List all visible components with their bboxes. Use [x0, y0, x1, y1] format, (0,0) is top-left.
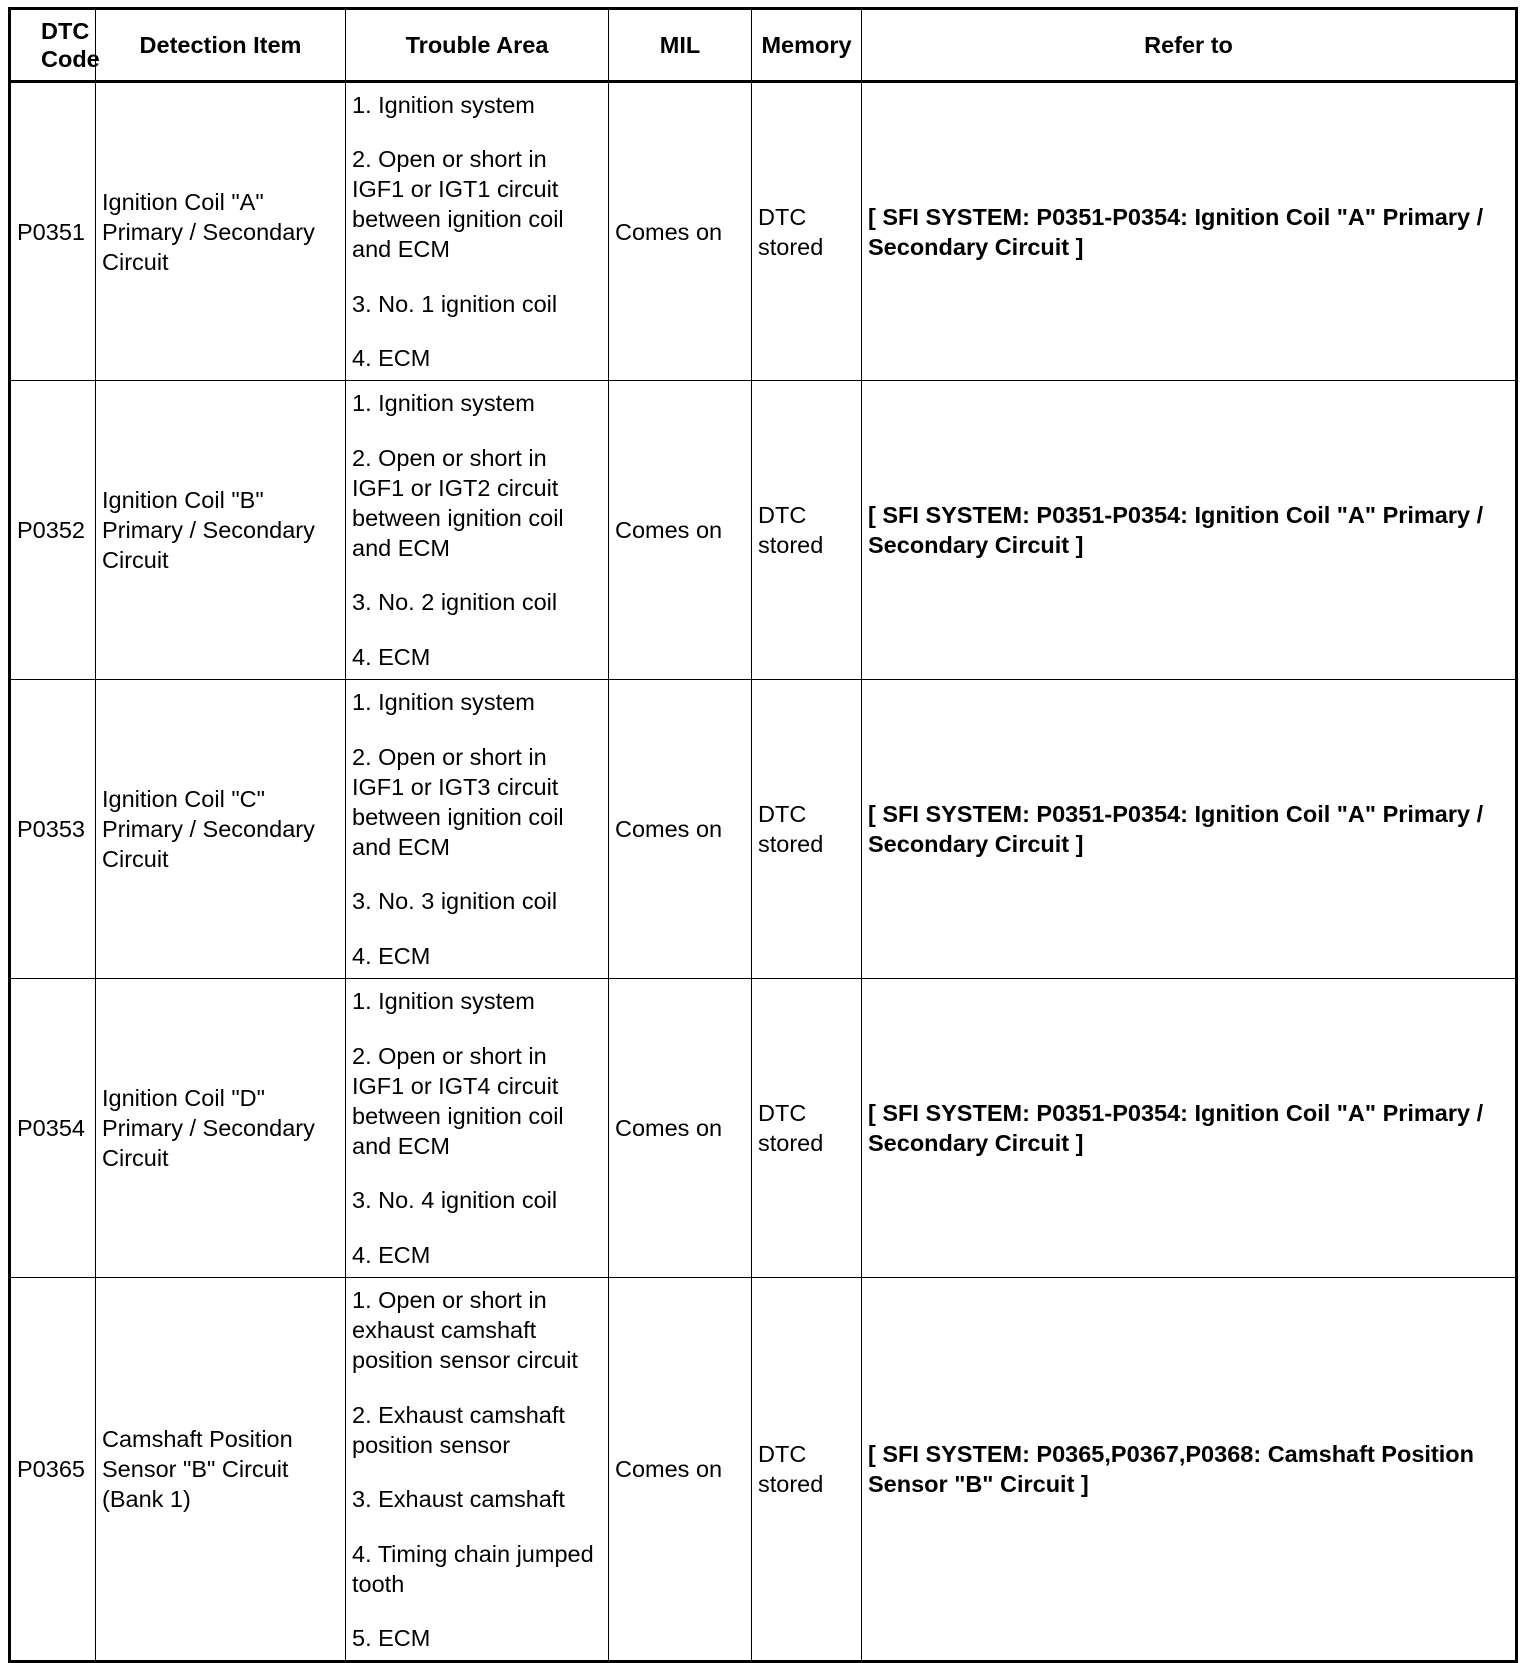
mil-cell: Comes on: [609, 381, 752, 680]
trouble-area-cell: [346, 1278, 609, 1662]
memory-cell: DTC stored: [752, 979, 862, 1278]
detection-item-cell: Ignition Coil "B" Primary / Secondary Circuit: [96, 381, 346, 680]
refer-to-link[interactable]: [ SFI SYSTEM: P0351-P0354: Ignition Coil "A" Primary / Secondary Circuit ]: [862, 680, 1517, 979]
table-body: [10, 82, 1517, 1662]
refer-to-link[interactable]: [ SFI SYSTEM: P0365,P0367,P0368: Camshaft Position Sensor "B" Circuit ]: [862, 1278, 1517, 1662]
table-header: [10, 9, 1517, 82]
detection-item-cell: Ignition Coil "C" Primary / Secondary Circuit: [96, 680, 346, 979]
trouble-area-list: [352, 388, 602, 672]
trouble-area-item: 4. Timing chain jumped tooth: [352, 1540, 594, 1597]
trouble-area-cell: [346, 979, 609, 1278]
header-memory: Memory: [752, 9, 862, 82]
trouble-area-item: 4. ECM: [352, 643, 431, 670]
trouble-area-item: 3. Exhaust camshaft: [352, 1486, 565, 1512]
trouble-area-item: 1. Open or short in exhaust camshaft position sensor circuit: [352, 1287, 578, 1373]
mil-cell: Comes on: [609, 680, 752, 979]
detection-item-cell: Camshaft Position Sensor "B" Circuit (Bank 1): [96, 1278, 346, 1662]
header-mil: MIL: [609, 9, 752, 82]
trouble-area-cell: [346, 82, 609, 381]
trouble-area-item: 1. Ignition system: [352, 689, 535, 716]
trouble-area-item: 2. Open or short in IGF1 or IGT2 circuit between ignition coil and ECM: [352, 444, 564, 561]
trouble-area-item: 4. ECM: [352, 1241, 431, 1268]
dtc-code-cell: P0353: [10, 680, 96, 979]
trouble-area-item: 2. Open or short in IGF1 or IGT3 circuit between ignition coil and ECM: [352, 743, 564, 860]
trouble-area-list: [352, 90, 602, 374]
trouble-area-item: 3. No. 1 ignition coil: [352, 290, 558, 317]
dtc-code-cell: P0351: [10, 82, 96, 381]
trouble-area-cell: [346, 680, 609, 979]
dtc-table: [8, 7, 1518, 1663]
header-row: [10, 9, 1517, 82]
header-detection-item: Detection Item: [96, 9, 346, 82]
trouble-area-list: [352, 1285, 602, 1653]
mil-cell: Comes on: [609, 1278, 752, 1662]
refer-to-link[interactable]: [ SFI SYSTEM: P0351-P0354: Ignition Coil "A" Primary / Secondary Circuit ]: [862, 82, 1517, 381]
trouble-area-item: 1. Ignition system: [352, 91, 535, 118]
trouble-area-item: 3. No. 3 ignition coil: [352, 888, 558, 915]
header-trouble-area: Trouble Area: [346, 9, 609, 82]
dtc-code-cell: P0365: [10, 1278, 96, 1662]
table-row: [10, 381, 1517, 680]
trouble-area-list: [352, 986, 602, 1270]
memory-cell: DTC stored: [752, 1278, 862, 1662]
detection-item-cell: Ignition Coil "A" Primary / Secondary Circuit: [96, 82, 346, 381]
table-row: [10, 680, 1517, 979]
detection-item-cell: Ignition Coil "D" Primary / Secondary Circuit: [96, 979, 346, 1278]
table-row: [10, 979, 1517, 1278]
dtc-code-cell: P0354: [10, 979, 96, 1278]
trouble-area-item: 5. ECM: [352, 1625, 431, 1651]
header-dtc-code: DTC Code: [10, 9, 96, 82]
table-row: [10, 82, 1517, 381]
memory-cell: DTC stored: [752, 680, 862, 979]
trouble-area-item: 4. ECM: [352, 345, 431, 372]
mil-cell: Comes on: [609, 82, 752, 381]
header-refer-to: Refer to: [862, 9, 1517, 82]
dtc-code-cell: P0352: [10, 381, 96, 680]
table-row: [10, 1278, 1517, 1662]
trouble-area-item: 1. Ignition system: [352, 390, 535, 417]
trouble-area-item: 2. Open or short in IGF1 or IGT1 circuit between ignition coil and ECM: [352, 146, 564, 263]
mil-cell: Comes on: [609, 979, 752, 1278]
memory-cell: DTC stored: [752, 82, 862, 381]
memory-cell: DTC stored: [752, 381, 862, 680]
refer-to-link[interactable]: [ SFI SYSTEM: P0351-P0354: Ignition Coil "A" Primary / Secondary Circuit ]: [862, 979, 1517, 1278]
trouble-area-item: 2. Open or short in IGF1 or IGT4 circuit between ignition coil and ECM: [352, 1042, 564, 1159]
trouble-area-item: 3. No. 4 ignition coil: [352, 1187, 558, 1214]
refer-to-link[interactable]: [ SFI SYSTEM: P0351-P0354: Ignition Coil "A" Primary / Secondary Circuit ]: [862, 381, 1517, 680]
trouble-area-item: 1. Ignition system: [352, 988, 535, 1015]
trouble-area-cell: [346, 381, 609, 680]
trouble-area-item: 2. Exhaust camshaft position sensor: [352, 1401, 565, 1458]
trouble-area-list: [352, 687, 602, 971]
trouble-area-item: 3. No. 2 ignition coil: [352, 589, 558, 616]
trouble-area-item: 4. ECM: [352, 942, 431, 969]
